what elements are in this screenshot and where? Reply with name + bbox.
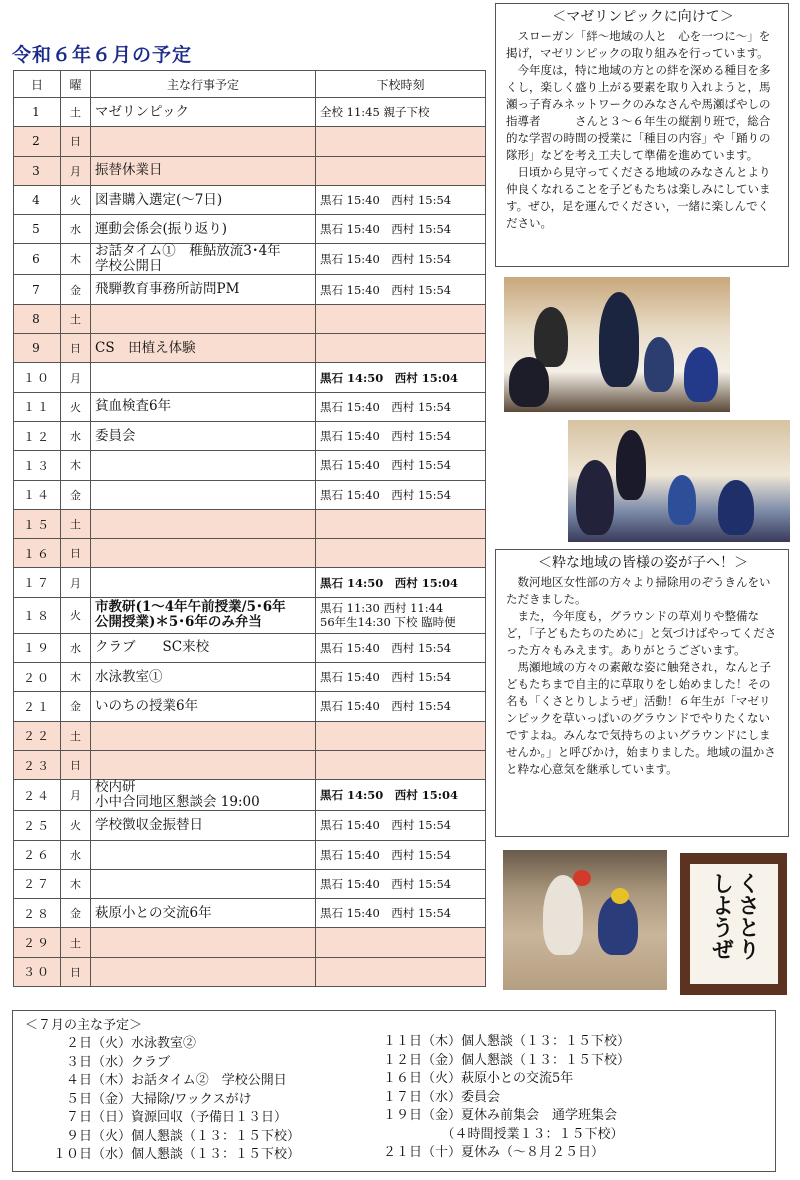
schedule-row	[14, 568, 486, 597]
schedule-dismissal-cell	[316, 509, 486, 538]
schedule-event-cell: クラブ SC来校	[91, 633, 316, 662]
photo-students-group-1	[504, 277, 730, 412]
schedule-dismissal-cell: 黒石 15:40 西村 15:54	[316, 185, 486, 214]
photo-kusatori-sign	[680, 853, 787, 995]
schedule-row	[14, 692, 486, 721]
schedule-dismissal-cell: 黒石 14:50 西村 15:04	[316, 568, 486, 597]
july-item: ４日（木）お話タイム② 学校公開日	[53, 1073, 287, 1088]
schedule-day-cell: 9	[14, 334, 61, 363]
july-item: （４時間授業１３：１５下校）	[383, 1126, 624, 1142]
schedule-row	[14, 928, 486, 957]
july-item: ２１日（十）夏休み（～８月２５日）	[383, 1145, 605, 1160]
schedule-weekday-cell: 水	[61, 421, 91, 450]
july-list-right	[383, 1033, 630, 1163]
schedule-row	[14, 721, 486, 750]
july-item: ５日（金）大掃除/ワックスがけ	[53, 1091, 252, 1107]
schedule-day-cell: ２４	[14, 780, 61, 811]
schedule-day-cell: １４	[14, 480, 61, 509]
schedule-dismissal-cell: 黒石 15:40 西村 15:54	[316, 869, 486, 898]
schedule-weekday-cell: 金	[61, 692, 91, 721]
schedule-event-cell	[91, 568, 316, 597]
schedule-day-cell: １７	[14, 568, 61, 597]
july-item: １１日（木）個人懇談（１３：１５下校）	[383, 1034, 631, 1049]
schedule-day-cell: １２	[14, 421, 61, 450]
schedule-dismissal-cell: 全校 11:45 親子下校	[316, 98, 486, 127]
schedule-day-cell: ２１	[14, 692, 61, 721]
schedule-day-cell: 6	[14, 244, 61, 275]
schedule-dismissal-cell	[316, 750, 486, 779]
header-dismissal: 下校時刻	[316, 71, 486, 98]
july-item: １０日（水）個人懇談（１３：１５下校）	[53, 1147, 301, 1162]
mazerinpic-paragraph: スローガン「絆～地域の人と 心を一つに～」を掲げ，マゼリンピックの取り組みを行っています。	[506, 29, 771, 60]
schedule-dismissal-cell: 黒石 15:40 西村 15:54	[316, 633, 486, 662]
schedule-weekday-cell: 火	[61, 597, 91, 633]
schedule-row	[14, 392, 486, 421]
schedule-dismissal-cell	[316, 334, 486, 363]
schedule-dismissal-cell: 黒石 15:40 西村 15:54	[316, 451, 486, 480]
schedule-dismissal-cell	[316, 156, 486, 185]
schedule-day-cell: ２５	[14, 811, 61, 840]
schedule-table	[13, 70, 486, 987]
july-item: １７日（水）委員会	[383, 1089, 501, 1105]
schedule-weekday-cell: 水	[61, 840, 91, 869]
header-event: 主な行事予定	[91, 71, 316, 98]
mazerinpic-paragraph: 今年度は，特に地域の方との絆を深める種目を多くし，楽しく盛り上がる要素を取り入れようと，馬瀬っ子育みネットワークのみなさんや馬瀬ばやしの指導者 さんと３～６年生の縦割り班で，総合的な学習の時間の授業に「種目の内容」や「踊りの隊形」などを考え工夫して準備を進めています。	[506, 63, 771, 162]
schedule-dismissal-cell: 黒石 15:40 西村 15:54	[316, 811, 486, 840]
sign-text-2: しようぜ	[708, 872, 734, 960]
schedule-row	[14, 215, 486, 244]
schedule-event-cell: 委員会	[91, 421, 316, 450]
schedule-weekday-cell: 月	[61, 156, 91, 185]
schedule-row	[14, 98, 486, 127]
schedule-event-cell	[91, 127, 316, 156]
schedule-weekday-cell: 土	[61, 928, 91, 957]
schedule-day-cell: 5	[14, 215, 61, 244]
schedule-day-cell: ２８	[14, 899, 61, 928]
schedule-event-cell: 図書購入選定(～7日)	[91, 185, 316, 214]
schedule-weekday-cell: 木	[61, 451, 91, 480]
schedule-weekday-cell: 火	[61, 185, 91, 214]
schedule-weekday-cell: 日	[61, 750, 91, 779]
mazerinpic-paragraph: 日頃から見守ってくださる地域のみなさんとより仲良くなれることを子どもたちは楽しみにしています。ぜひ，足を運んでください，一緒に楽しんでください。	[506, 165, 771, 230]
schedule-row	[14, 334, 486, 363]
page-title: 令和６年６月の予定	[12, 44, 193, 66]
schedule-event-cell: 水泳教室①	[91, 663, 316, 692]
schedule-row	[14, 275, 486, 304]
schedule-row	[14, 811, 486, 840]
schedule-event-cell: 校内研 小中合同地区懇談会 19:00	[91, 780, 316, 811]
schedule-dismissal-cell: 黒石 15:40 西村 15:54	[316, 480, 486, 509]
header-day: 日	[14, 71, 61, 98]
schedule-dismissal-cell	[316, 721, 486, 750]
schedule-weekday-cell: 月	[61, 363, 91, 392]
schedule-event-cell	[91, 721, 316, 750]
schedule-weekday-cell: 日	[61, 127, 91, 156]
july-item: １９日（金）夏休み前集会 通学班集会	[383, 1108, 618, 1123]
schedule-event-cell	[91, 840, 316, 869]
schedule-row	[14, 840, 486, 869]
schedule-day-cell: 3	[14, 156, 61, 185]
schedule-weekday-cell: 日	[61, 957, 91, 986]
schedule-dismissal-cell: 黒石 15:40 西村 15:54	[316, 215, 486, 244]
schedule-event-cell: 萩原小との交流6年	[91, 899, 316, 928]
schedule-event-cell: 運動会係会(振り返り)	[91, 215, 316, 244]
schedule-row	[14, 363, 486, 392]
schedule-row	[14, 539, 486, 568]
schedule-day-cell: 1	[14, 98, 61, 127]
schedule-weekday-cell: 金	[61, 899, 91, 928]
schedule-event-cell	[91, 304, 316, 333]
schedule-day-cell: ２３	[14, 750, 61, 779]
schedule-day-cell: １８	[14, 597, 61, 633]
sign-text-1: くさとり	[734, 872, 760, 960]
community-paragraph: 馬瀬地域の方々の素敵な姿に触発され，なんと子どもたちまで自主的に草取りをし始めました！その名も「くさとりしようぜ」活動！６年生が「マゼリンピックを草いっぱいのグラウンドでやりたくないですよね。みんなで気持ちのよいグラウンドにしませんか。」と呼びかけ，始まりました。地域の温かさと粋な心意気を継承しています。	[506, 660, 776, 776]
schedule-dismissal-cell	[316, 957, 486, 986]
july-schedule-box	[12, 1010, 776, 1172]
schedule-dismissal-cell: 黒石 15:40 西村 15:54	[316, 275, 486, 304]
schedule-row	[14, 957, 486, 986]
july-item: １２日（金）個人懇談（１３：１５下校）	[383, 1052, 631, 1068]
schedule-row	[14, 750, 486, 779]
schedule-day-cell: ２９	[14, 928, 61, 957]
schedule-day-cell: ３０	[14, 957, 61, 986]
community-heading: ＜粋な地域の皆様の姿が子へ！＞	[538, 555, 748, 571]
schedule-weekday-cell: 月	[61, 780, 91, 811]
schedule-row	[14, 509, 486, 538]
schedule-header-row	[14, 71, 486, 98]
schedule-row	[14, 480, 486, 509]
schedule-event-cell	[91, 957, 316, 986]
schedule-dismissal-cell: 黒石 15:40 西村 15:54	[316, 663, 486, 692]
schedule-event-cell: 学校徴収金振替日	[91, 811, 316, 840]
schedule-dismissal-cell: 黒石 11:30 西村 11:44 56年生14:30 下校 臨時便	[316, 597, 486, 633]
schedule-day-cell: １５	[14, 509, 61, 538]
schedule-day-cell: 7	[14, 275, 61, 304]
schedule-dismissal-cell: 黒石 15:40 西村 15:54	[316, 421, 486, 450]
schedule-day-cell: １３	[14, 451, 61, 480]
schedule-day-cell: ２２	[14, 721, 61, 750]
schedule-weekday-cell: 木	[61, 244, 91, 275]
schedule-event-cell	[91, 539, 316, 568]
header-weekday: 曜	[61, 71, 91, 98]
july-item: ９日（火）個人懇談（１３：１５下校）	[53, 1128, 301, 1144]
schedule-event-cell: 市教研(1～4年午前授業/5･6年 公開授業)＊5･6年のみ弁当	[91, 597, 316, 633]
july-list-left	[53, 1035, 300, 1165]
schedule-event-cell: 貧血検査6年	[91, 392, 316, 421]
schedule-day-cell: 8	[14, 304, 61, 333]
schedule-day-cell: １０	[14, 363, 61, 392]
schedule-weekday-cell: 土	[61, 98, 91, 127]
schedule-row	[14, 633, 486, 662]
schedule-event-cell	[91, 750, 316, 779]
schedule-weekday-cell: 火	[61, 392, 91, 421]
schedule-weekday-cell: 金	[61, 275, 91, 304]
schedule-dismissal-cell	[316, 127, 486, 156]
schedule-event-cell	[91, 928, 316, 957]
schedule-dismissal-cell: 黒石 15:40 西村 15:54	[316, 840, 486, 869]
schedule-day-cell: 4	[14, 185, 61, 214]
schedule-dismissal-cell: 黒石 15:40 西村 15:54	[316, 244, 486, 275]
schedule-event-cell: 飛騨教育事務所訪問PM	[91, 275, 316, 304]
schedule-event-cell	[91, 363, 316, 392]
schedule-row	[14, 304, 486, 333]
schedule-body	[14, 98, 486, 987]
schedule-weekday-cell: 水	[61, 215, 91, 244]
schedule-row	[14, 451, 486, 480]
july-item: ２日（火）水泳教室②	[53, 1036, 197, 1051]
schedule-row	[14, 185, 486, 214]
schedule-weekday-cell: 金	[61, 480, 91, 509]
schedule-event-cell	[91, 509, 316, 538]
schedule-weekday-cell: 日	[61, 539, 91, 568]
schedule-day-cell: ２７	[14, 869, 61, 898]
schedule-day-cell: １１	[14, 392, 61, 421]
schedule-dismissal-cell: 黒石 15:40 西村 15:54	[316, 899, 486, 928]
schedule-row	[14, 597, 486, 633]
schedule-row	[14, 869, 486, 898]
schedule-event-cell: いのちの授業6年	[91, 692, 316, 721]
kusatori-sign	[690, 864, 778, 984]
schedule-event-cell	[91, 451, 316, 480]
schedule-row	[14, 127, 486, 156]
schedule-weekday-cell: 木	[61, 663, 91, 692]
schedule-weekday-cell: 月	[61, 568, 91, 597]
community-paragraph: また，今年度も，グラウンドの草刈りや整備など，「子どもたちのために」と気づけばやってくださった方々もみえます。ありがとうございます。	[506, 609, 777, 657]
photo-weeding-students	[503, 850, 667, 990]
schedule-event-cell: お話タイム① 稚鮎放流3･4年 学校公開日	[91, 244, 316, 275]
schedule-day-cell: ２６	[14, 840, 61, 869]
schedule-dismissal-cell	[316, 539, 486, 568]
schedule-event-cell: CS 田植え体験	[91, 334, 316, 363]
mazerinpic-heading: ＜マゼリンピックに向けて＞	[552, 9, 734, 25]
schedule-row	[14, 780, 486, 811]
schedule-day-cell: 2	[14, 127, 61, 156]
july-heading: ＜７月の主な予定＞	[25, 1018, 143, 1033]
schedule-day-cell: １６	[14, 539, 61, 568]
community-paragraph: 数河地区女性部の方々より掃除用のぞうきんをいただきました。	[506, 575, 771, 606]
schedule-event-cell	[91, 480, 316, 509]
july-item: ３日（水）クラブ	[53, 1054, 171, 1070]
schedule-dismissal-cell: 黒石 14:50 西村 15:04	[316, 363, 486, 392]
schedule-event-cell: 振替休業日	[91, 156, 316, 185]
schedule-weekday-cell: 土	[61, 509, 91, 538]
schedule-weekday-cell: 火	[61, 811, 91, 840]
schedule-weekday-cell: 日	[61, 334, 91, 363]
schedule-row	[14, 244, 486, 275]
schedule-weekday-cell: 木	[61, 869, 91, 898]
schedule-row	[14, 899, 486, 928]
schedule-weekday-cell: 土	[61, 304, 91, 333]
schedule-weekday-cell: 土	[61, 721, 91, 750]
schedule-row	[14, 421, 486, 450]
schedule-event-cell: マゼリンピック	[91, 98, 316, 127]
schedule-weekday-cell: 水	[61, 633, 91, 662]
schedule-dismissal-cell	[316, 928, 486, 957]
schedule-row	[14, 663, 486, 692]
mazerinpic-box	[495, 3, 789, 267]
schedule-dismissal-cell: 黒石 15:40 西村 15:54	[316, 392, 486, 421]
schedule-dismissal-cell	[316, 304, 486, 333]
schedule-dismissal-cell: 黒石 14:50 西村 15:04	[316, 780, 486, 811]
schedule-row	[14, 156, 486, 185]
photo-students-group-2	[568, 420, 790, 542]
july-item: ７日（日）資源回収（予備日１３日）	[53, 1110, 288, 1125]
schedule-event-cell	[91, 869, 316, 898]
schedule-day-cell: １９	[14, 633, 61, 662]
july-item: １６日（火）萩原小との交流5年	[383, 1071, 574, 1086]
schedule-day-cell: ２０	[14, 663, 61, 692]
community-box	[495, 549, 789, 837]
schedule-dismissal-cell: 黒石 15:40 西村 15:54	[316, 692, 486, 721]
